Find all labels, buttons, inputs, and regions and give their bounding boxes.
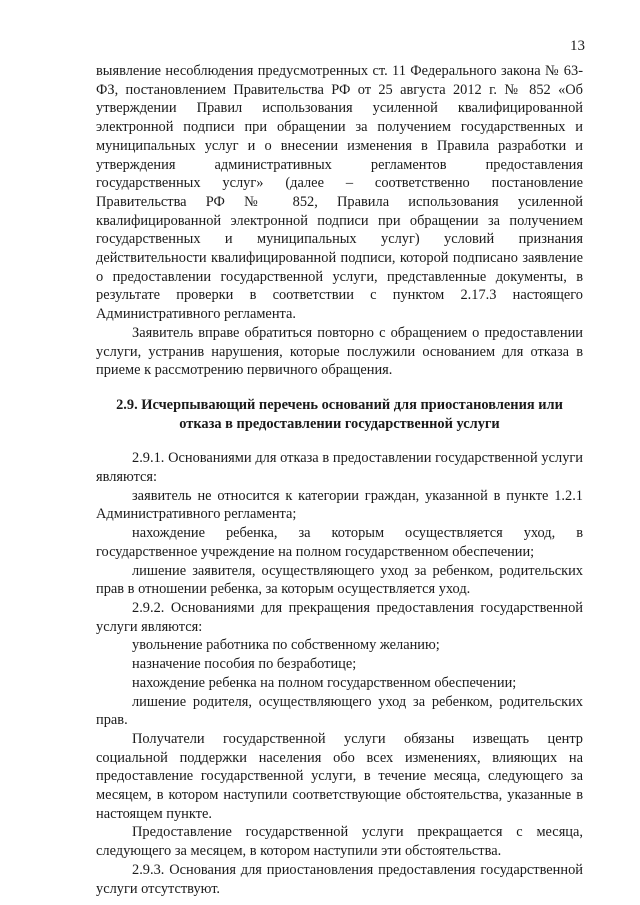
section-heading: 2.9. Исчерпывающий перечень оснований для приостановления или отказа в предоставлении государственной услуги [116, 396, 563, 432]
paragraph-notify: Получатели государственной услуги обязаны извещать центр социальной поддержки населения обо всех изменениях, влияющих на предоставление государственной услуги, в течение месяца, следующего за месяцем, в котором наступили соответствующие обстоятельства, указанные в настоящем пункте. [96, 730, 583, 822]
paragraph-2-9-2: 2.9.2. Основаниями для прекращения предоставления государственной услуги являются: [96, 599, 583, 635]
paragraph-termination: Предоставление государственной услуги прекращается с месяца, следующего за месяцем, в котором наступили эти обстоятельства. [96, 824, 583, 860]
list-item-deprivation-applicant: лишение заявителя, осуществляющего уход за ребенком, родительских прав в отношении ребенка, за которым осуществляется уход. [96, 562, 583, 598]
page-number: 13 [570, 38, 585, 54]
list-item-state-care: нахождение ребенка на полном государственном обеспечении; [132, 674, 517, 691]
list-item-category: заявитель не относится к категории граждан, указанной в пункте 1.2.1 Административного регламента; [96, 487, 583, 523]
list-item-unemployment: назначение пособия по безработице; [132, 656, 357, 673]
list-item-dismissal: увольнение работника по собственному желанию; [132, 637, 440, 654]
list-item-institution: нахождение ребенка, за которым осуществляется уход, в государственное учреждение на полном государственном обеспечении; [96, 525, 583, 560]
document-body [96, 62, 583, 898]
paragraph-2-9-3: 2.9.3. Основания для приостановления предоставления государственной услуги отсутствуют. [96, 861, 583, 897]
paragraph-2-9-1: 2.9.1. Основаниями для отказа в предоставлении государственной услуги являются: [96, 450, 583, 486]
list-item-deprivation-parent: лишение родителя, осуществляющего уход за ребенком, родительских прав. [96, 693, 583, 729]
paragraph-reapply: Заявитель вправе обратиться повторно с обращением о предоставлении услуги, устранив нарушения, которые послужили основанием для отказа в приеме к рассмотрению первичного обращения. [96, 324, 583, 379]
paragraph-ground-violation: выявление несоблюдения предусмотренных ст. 11 Федерального закона № 63-ФЗ, постановлением Правительства РФ от 25 августа 2012 г. № 852 «Об утверждении Правил использования усиленной квалифицированной электронной подписи при обращении за получением государственных и муниципальных услуг и о внесении изменения в Правила разработки и утверждения административных регламентов предоставления государственных услуг» (далее – соответственно постановление Правительства РФ № 852, Правила использования усиленной квалифицированной электронной подписи при обращении за получением государственных и муниципальных услуг) условий признания действительности квалифицированной подписи, которой подписано заявление о предоставлении государственной услуги, представленные документы, в результате проверки в соответствии с пунктом 2.17.3 настоящего Административного регламента. [96, 63, 583, 323]
